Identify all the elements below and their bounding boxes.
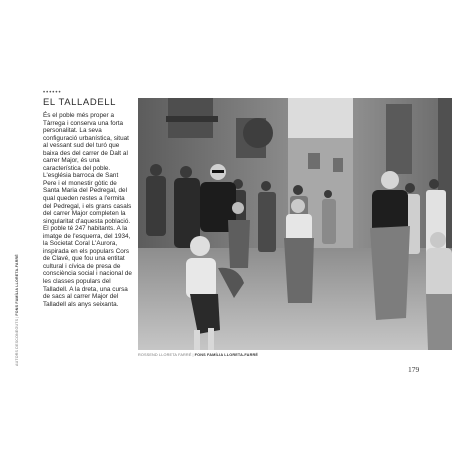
side-credit: AUTORS DESCONEGUTS|FONS FAMÍLIA LLORETA-FARRÉ (15, 254, 19, 366)
sack-race-photo (138, 98, 452, 350)
section-title: EL TALLADELL (43, 97, 117, 108)
caption-archive: FONS FAMÍLIA LLORETA-FARRÉ (194, 353, 259, 357)
photo-caption: ROSSEND LLORETA FARRÉ|FONS FAMÍLIA LLORETA-FARRÉ (138, 353, 259, 357)
caption-photographer: ROSSEND LLORETA FARRÉ (138, 353, 192, 357)
page-number: 179 (408, 365, 420, 374)
side-credit-authors: AUTORS DESCONEGUTS (15, 318, 19, 366)
body-text: És el poble més proper a Tàrrega i conserva una forta personalitat. La seva configuració urbanística, situat al vessant sud del turó que baixa des del carrer de Dalt al carrer Major, és una característica del poble. L'església barroca de Sant Pere i el monestir gòtic de Santa Maria del Pedregal, del qual queden restes a l'ermita del Pedregal, i els grans casals del carrer Major completen la singularitat d'aquesta població. El poble té 247 habitants. A la imatge de l'esquerra, del 1934, la Societat Coral L'Aurora, inspirada en els populars Cors de Clavé, que fou una entitat cultural i cívica de presa de consciència social i nacional de les classes populars del Talladell. A la dreta, una cursa de sacs al carrer Major del Talladell als anys seixanta. (43, 112, 132, 308)
section-dots: •••••• (43, 90, 62, 96)
side-credit-archive: FONS FAMÍLIA LLORETA-FARRÉ (15, 254, 19, 316)
